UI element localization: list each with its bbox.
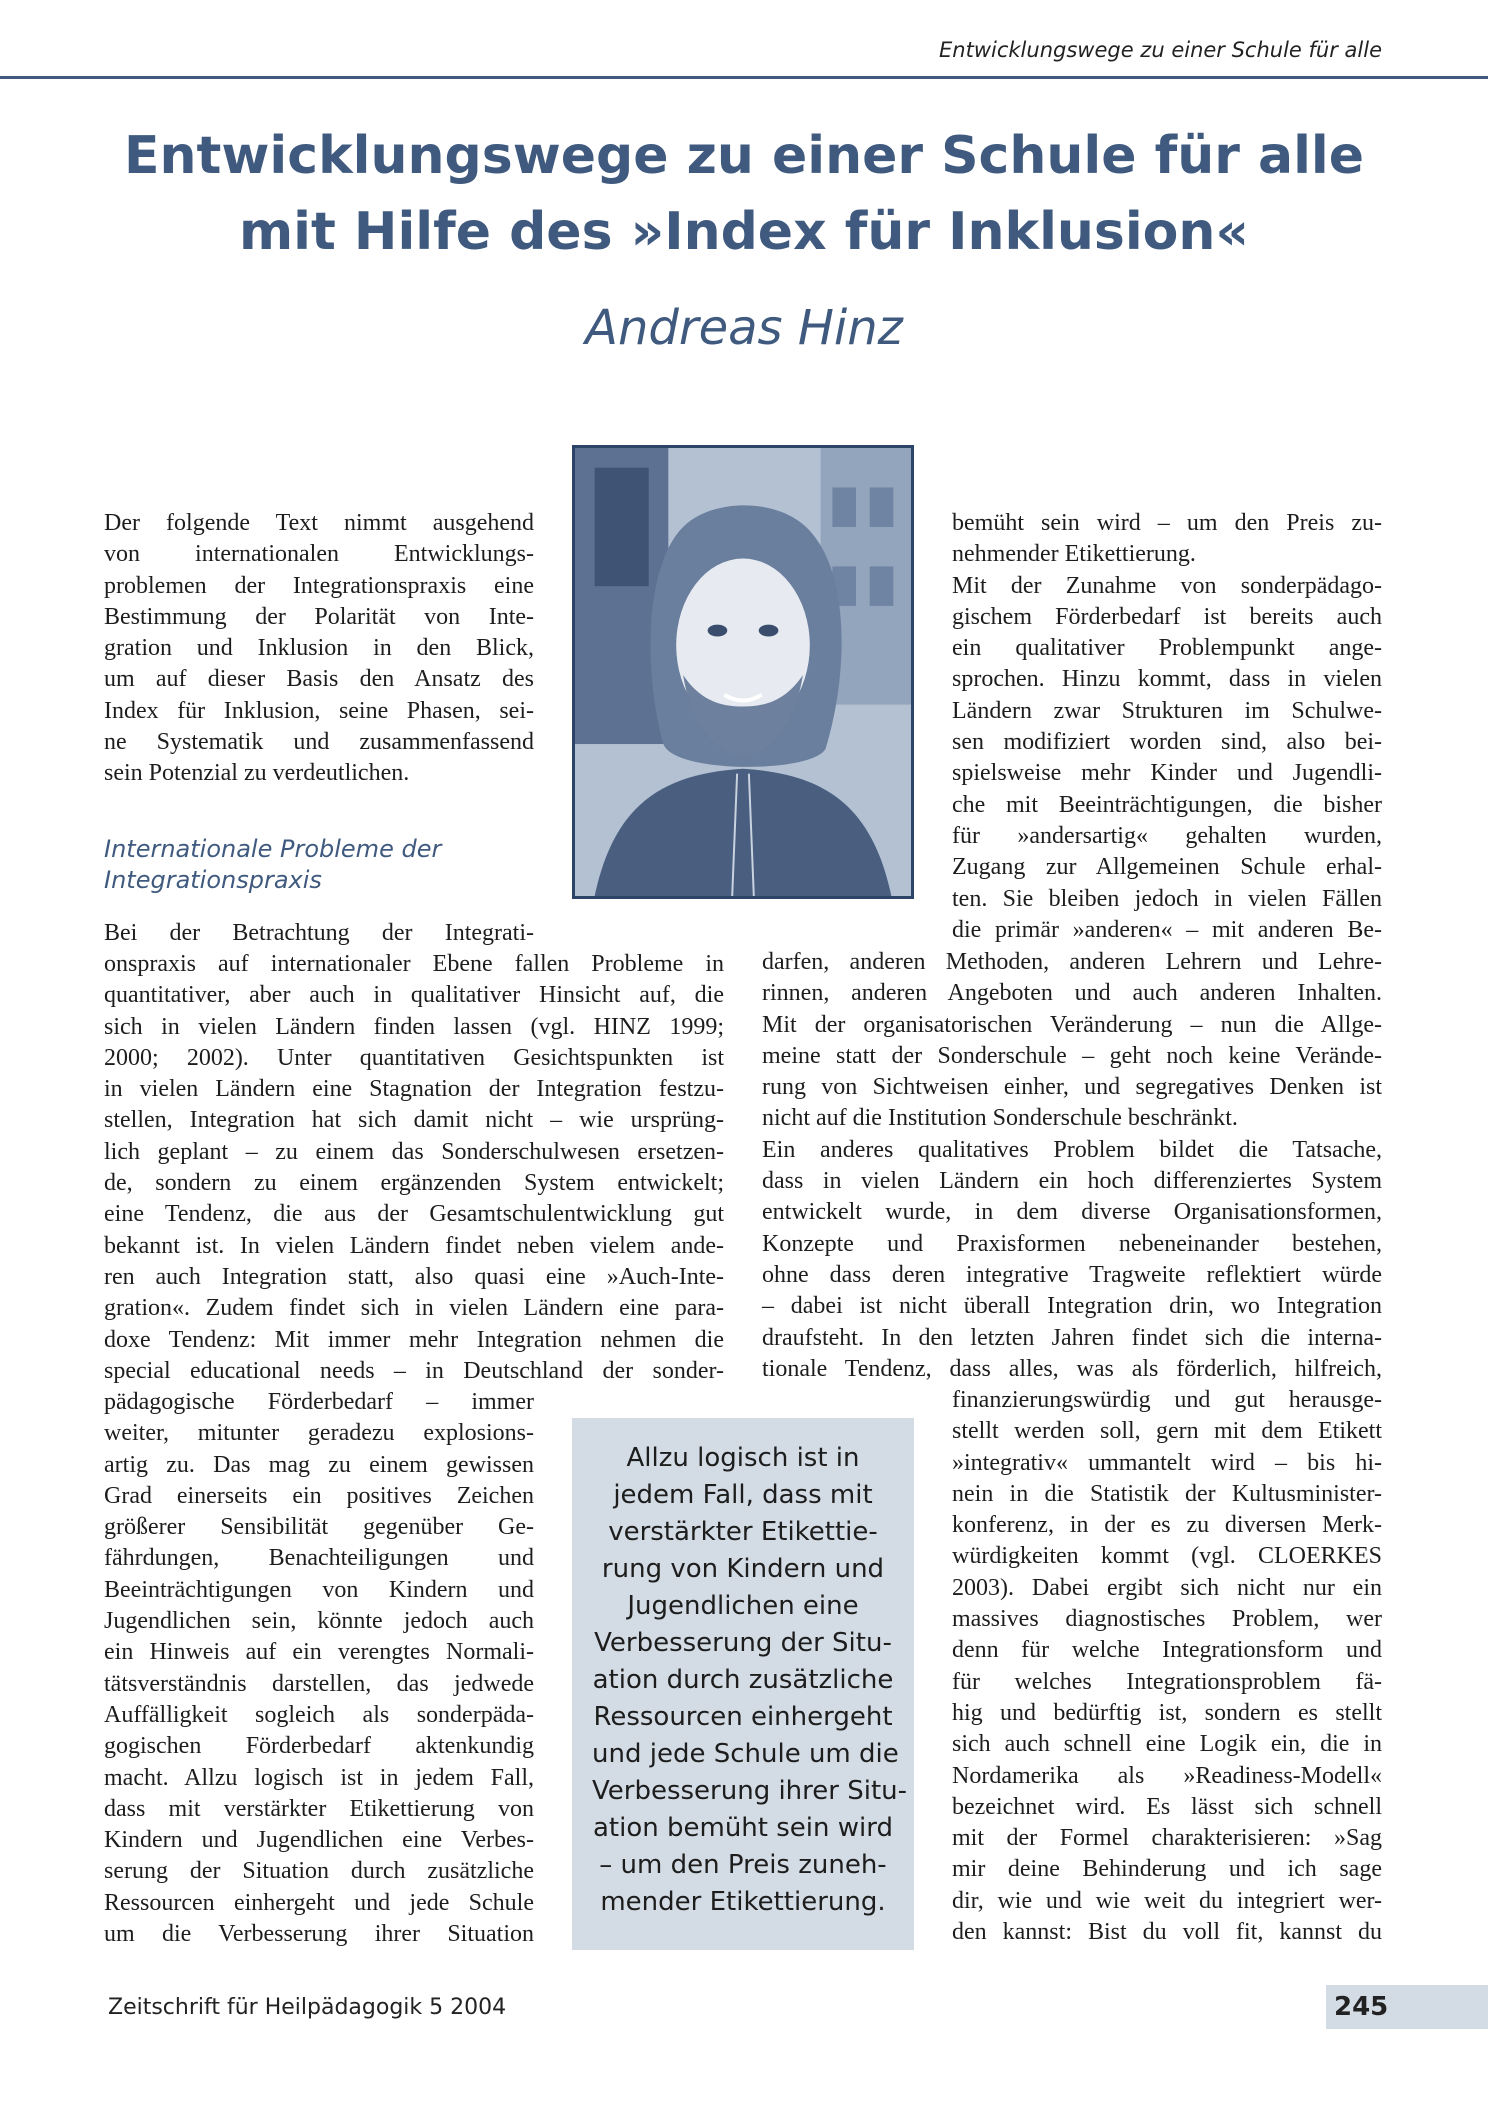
body-line: ein qualitativer Problempunkt ange- [952, 635, 1382, 662]
intro-line: Der folgende Text nimmt ausgehend [104, 510, 534, 536]
body-line: special educational needs – in Deutschland der sonder- [104, 1357, 724, 1384]
body-line: macht. Allzu logisch ist in jedem Fall, [104, 1764, 534, 1791]
body-line: »integrativ« ummantelt wird – bis hi- [952, 1449, 1382, 1476]
pull-quote-line: – um den Preis zuneh- [599, 1850, 887, 1880]
body-line: Konzepte und Praxisformen nebeneinander bestehen, [762, 1230, 1382, 1257]
body-right-upper [952, 508, 1382, 946]
body-line: um die Verbesserung ihrer Situation [104, 1921, 534, 1948]
body-line: tionale Tendenz, dass alles, was als förderlich, hilfreich, [762, 1355, 1382, 1382]
body-line: Ländern zwar Strukturen im Schulwe- [952, 697, 1382, 724]
intro-paragraph [104, 508, 534, 790]
body-line: Grad einerseits ein positives Zeichen [104, 1482, 534, 1509]
author-photo [572, 445, 914, 899]
intro-line: Index für Inklusion, seine Phasen, sei- [104, 697, 534, 724]
page-number: 245 [1334, 1992, 1389, 2022]
body-line: rung von Sichtweisen einher, und segregatives Denken ist [762, 1074, 1382, 1101]
intro-line: Bestimmung der Polarität von Inte- [104, 603, 534, 630]
body-line: artig zu. Das mag zu einem gewissen [104, 1451, 534, 1478]
author-name: Andreas Hinz [585, 300, 903, 356]
body-line: Ressourcen einhergeht und jede Schule [104, 1889, 534, 1916]
pull-quote-line: Allzu logisch ist in [626, 1443, 860, 1473]
title-line-2: mit Hilfe des »Index für Inklusion« [238, 202, 1250, 262]
intro-line: problemen der Integrationspraxis eine [104, 572, 534, 599]
pull-quote-line: Jugendlichen eine [627, 1591, 859, 1621]
footer-journal: Zeitschrift für Heilpädagogik 5 2004 [108, 1995, 507, 2020]
body-line: hig und bedürftig ist, sondern es stellt [952, 1699, 1382, 1726]
body-line: denn für welche Integrationsform und [952, 1637, 1382, 1664]
pull-quote-line: und jede Schule um die [592, 1739, 899, 1769]
body-line: Mit der Zunahme von sonderpädago- [952, 572, 1382, 599]
body-line: mir deine Behinderung und ich sage [952, 1856, 1382, 1883]
body-line: Zugang zur Allgemeinen Schule erhal- [952, 854, 1382, 881]
body-line: gischem Förderbedarf ist bereits auch [952, 603, 1382, 630]
body-line: eine Tendenz, die aus der Gesamtschulentwicklung gut [104, 1201, 724, 1228]
body-line: draufsteht. In den letzten Jahren findet sich die interna- [762, 1324, 1382, 1351]
body-line: nein in die Statistik der Kultusminister- [952, 1480, 1382, 1507]
body-line: gogischen Förderbedarf aktenkundig [104, 1733, 534, 1760]
intro-line: ne Systematik und zusammenfassend [104, 729, 534, 756]
pull-quote-line: Ressourcen einhergeht [593, 1702, 893, 1732]
body-line: in vielen Ländern eine Stagnation der Integration festzu- [104, 1076, 724, 1103]
intro-line: sein Potenzial zu verdeutlichen. [104, 760, 410, 787]
body-line: Bei der Betrachtung der Integrati- [104, 920, 534, 946]
body-line: finanzierungswürdig und gut herausge- [952, 1387, 1382, 1413]
body-line: nicht auf die Institution Sonderschule beschränkt. [762, 1105, 1238, 1132]
body-line: weiter, mitunter geradezu explosions- [104, 1420, 534, 1447]
body-line: bekannt ist. In vielen Ländern findet neben vielem ande- [104, 1232, 724, 1259]
article-title [60, 118, 1428, 270]
body-line: Nordamerika als »Readiness-Modell« [952, 1762, 1382, 1789]
body-line: dass mit verstärkter Etikettierung von [104, 1795, 534, 1822]
body-line: den kannst: Bist du voll fit, kannst du [952, 1919, 1382, 1946]
pull-quote-line: jedem Fall, dass mit [613, 1480, 873, 1510]
body-line: 2003). Dabei ergibt sich nicht nur ein [952, 1574, 1382, 1601]
body-line: 2000; 2002). Unter quantitativen Gesichtspunkten ist [104, 1044, 724, 1071]
body-line: Ein anderes qualitatives Problem bildet die Tatsache, [762, 1136, 1382, 1163]
body-line: sen modifiziert worden sind, also bei- [952, 729, 1382, 756]
body-line: entwickelt wurde, in dem diverse Organisationsformen, [762, 1199, 1382, 1226]
section-heading [104, 834, 534, 896]
body-line: de, sondern zu einem ergänzenden System entwickelt; [104, 1170, 724, 1197]
body-line: größerer Sensibilität gegenüber Ge- [104, 1514, 534, 1541]
body-line: tätsverständnis darstellen, das jedwede [104, 1670, 534, 1697]
body-line: sich auch schnell eine Logik ein, die in [952, 1731, 1382, 1758]
body-line: ohne dass deren integrative Tragweite reflektiert würde [762, 1261, 1382, 1288]
body-line: mit der Formel charakterisieren: »Sag [952, 1825, 1382, 1852]
body-line: massives diagnostisches Problem, wer [952, 1606, 1382, 1633]
pull-quote-line: ation durch zusätzliche [592, 1665, 894, 1695]
body-line: ein Hinweis auf ein verengtes Normali- [104, 1639, 534, 1666]
body-line: quantitativer, aber auch in qualitativer Hinsicht auf, die [104, 982, 724, 1009]
body-line: ten. Sie bleiben jedoch in vielen Fällen [952, 885, 1382, 912]
body-line: dass in vielen Ländern ein hoch differenziertes System [762, 1168, 1382, 1195]
body-line: Beeinträchtigungen von Kindern und [104, 1576, 534, 1603]
section-heading-line-1: Internationale Probleme der [104, 835, 442, 863]
body-line: stellt werden soll, gern mit dem Etikett [952, 1418, 1382, 1445]
body-line: dir, wie und wie weit du integriert wer- [952, 1887, 1382, 1914]
body-line: würdigkeiten kommt (vgl. CLOERKES [952, 1543, 1382, 1570]
pull-quote-line: mender Etikettierung. [600, 1887, 886, 1917]
pull-quote-line: Verbesserung ihrer Situ- [592, 1776, 908, 1806]
body-line: rinnen, anderen Angeboten und auch anderen Inhalten. [762, 980, 1382, 1007]
body-line: Jugendlichen sein, könnte jedoch auch [104, 1608, 534, 1635]
running-head: Entwicklungswege zu einer Schule für alle [939, 38, 1382, 62]
body-left-wide [104, 949, 724, 1387]
body-line: gration«. Zudem findet sich in vielen Ländern eine para- [104, 1295, 724, 1322]
body-line: doxe Tendenz: Mit immer mehr Integration nehmen die [104, 1326, 724, 1353]
body-line: spielsweise mehr Kinder und Jugendli- [952, 760, 1382, 787]
body-line: Mit der organisatorischen Veränderung – nun die Allge- [762, 1011, 1382, 1038]
header-rule [0, 76, 1488, 79]
body-line: für welches Integrationsproblem fä- [952, 1668, 1382, 1695]
body-right-wide [762, 947, 1382, 1385]
intro-line: gration und Inklusion in den Blick, [104, 635, 534, 662]
body-left-upper [104, 918, 534, 949]
body-line: ren auch Integration statt, also quasi eine »Auch-Inte- [104, 1263, 724, 1290]
body-line: – dabei ist nicht überall Integration drin, wo Integration [762, 1293, 1382, 1320]
body-line: Kindern und Jugendlichen eine Verbes- [104, 1827, 534, 1854]
body-line: stellen, Integration hat sich damit nicht – wie ursprüng- [104, 1107, 724, 1134]
body-line: serung der Situation durch zusätzliche [104, 1858, 534, 1885]
pull-quote [572, 1418, 914, 1950]
body-left-lower [104, 1387, 534, 1950]
body-line: bemüht sein wird – um den Preis zu- [952, 510, 1382, 536]
body-line: bezeichnet wird. Es lässt sich schnell [952, 1793, 1382, 1820]
body-line: che mit Beeinträchtigungen, die bisher [952, 791, 1382, 818]
body-line: lich geplant – zu einem das Sonderschulwesen ersetzen- [104, 1138, 724, 1165]
pull-quote-line: Verbesserung der Situ- [594, 1628, 892, 1658]
body-right-lower [952, 1385, 1382, 1948]
body-line: sprochen. Hinzu kommt, dass in vielen [952, 666, 1382, 693]
body-line: pädagogische Förderbedarf – immer [104, 1389, 534, 1415]
pull-quote-line: ation bemüht sein wird [593, 1813, 893, 1843]
body-line: meine statt der Sonderschule – geht noch keine Verände- [762, 1042, 1382, 1069]
section-heading-line-2: Integrationspraxis [104, 866, 322, 894]
body-line: Auffälligkeit sogleich als sonderpäda- [104, 1701, 534, 1728]
intro-line: von internationalen Entwicklungs- [104, 541, 534, 568]
body-line: nehmender Etikettierung. [952, 541, 1196, 568]
body-line: die primär »anderen« – mit anderen Be- [952, 916, 1382, 943]
body-line: sich in vielen Ländern finden lassen (vgl. HINZ 1999; [104, 1013, 724, 1040]
title-line-1: Entwicklungswege zu einer Schule für alle [123, 126, 1365, 186]
body-line: onspraxis auf internationaler Ebene fallen Probleme in [104, 951, 724, 977]
body-line: konferenz, in der es zu diversen Merk- [952, 1512, 1382, 1539]
body-line: fährdungen, Benachteiligungen und [104, 1545, 534, 1572]
pull-quote-line: verstärkter Etikettie- [608, 1517, 878, 1547]
body-line: für »andersartig« gehalten wurden, [952, 822, 1382, 849]
intro-line: um auf dieser Basis den Ansatz des [104, 666, 534, 693]
body-line: darfen, anderen Methoden, anderen Lehrern und Lehre- [762, 949, 1382, 975]
pull-quote-line: rung von Kindern und [601, 1554, 885, 1584]
